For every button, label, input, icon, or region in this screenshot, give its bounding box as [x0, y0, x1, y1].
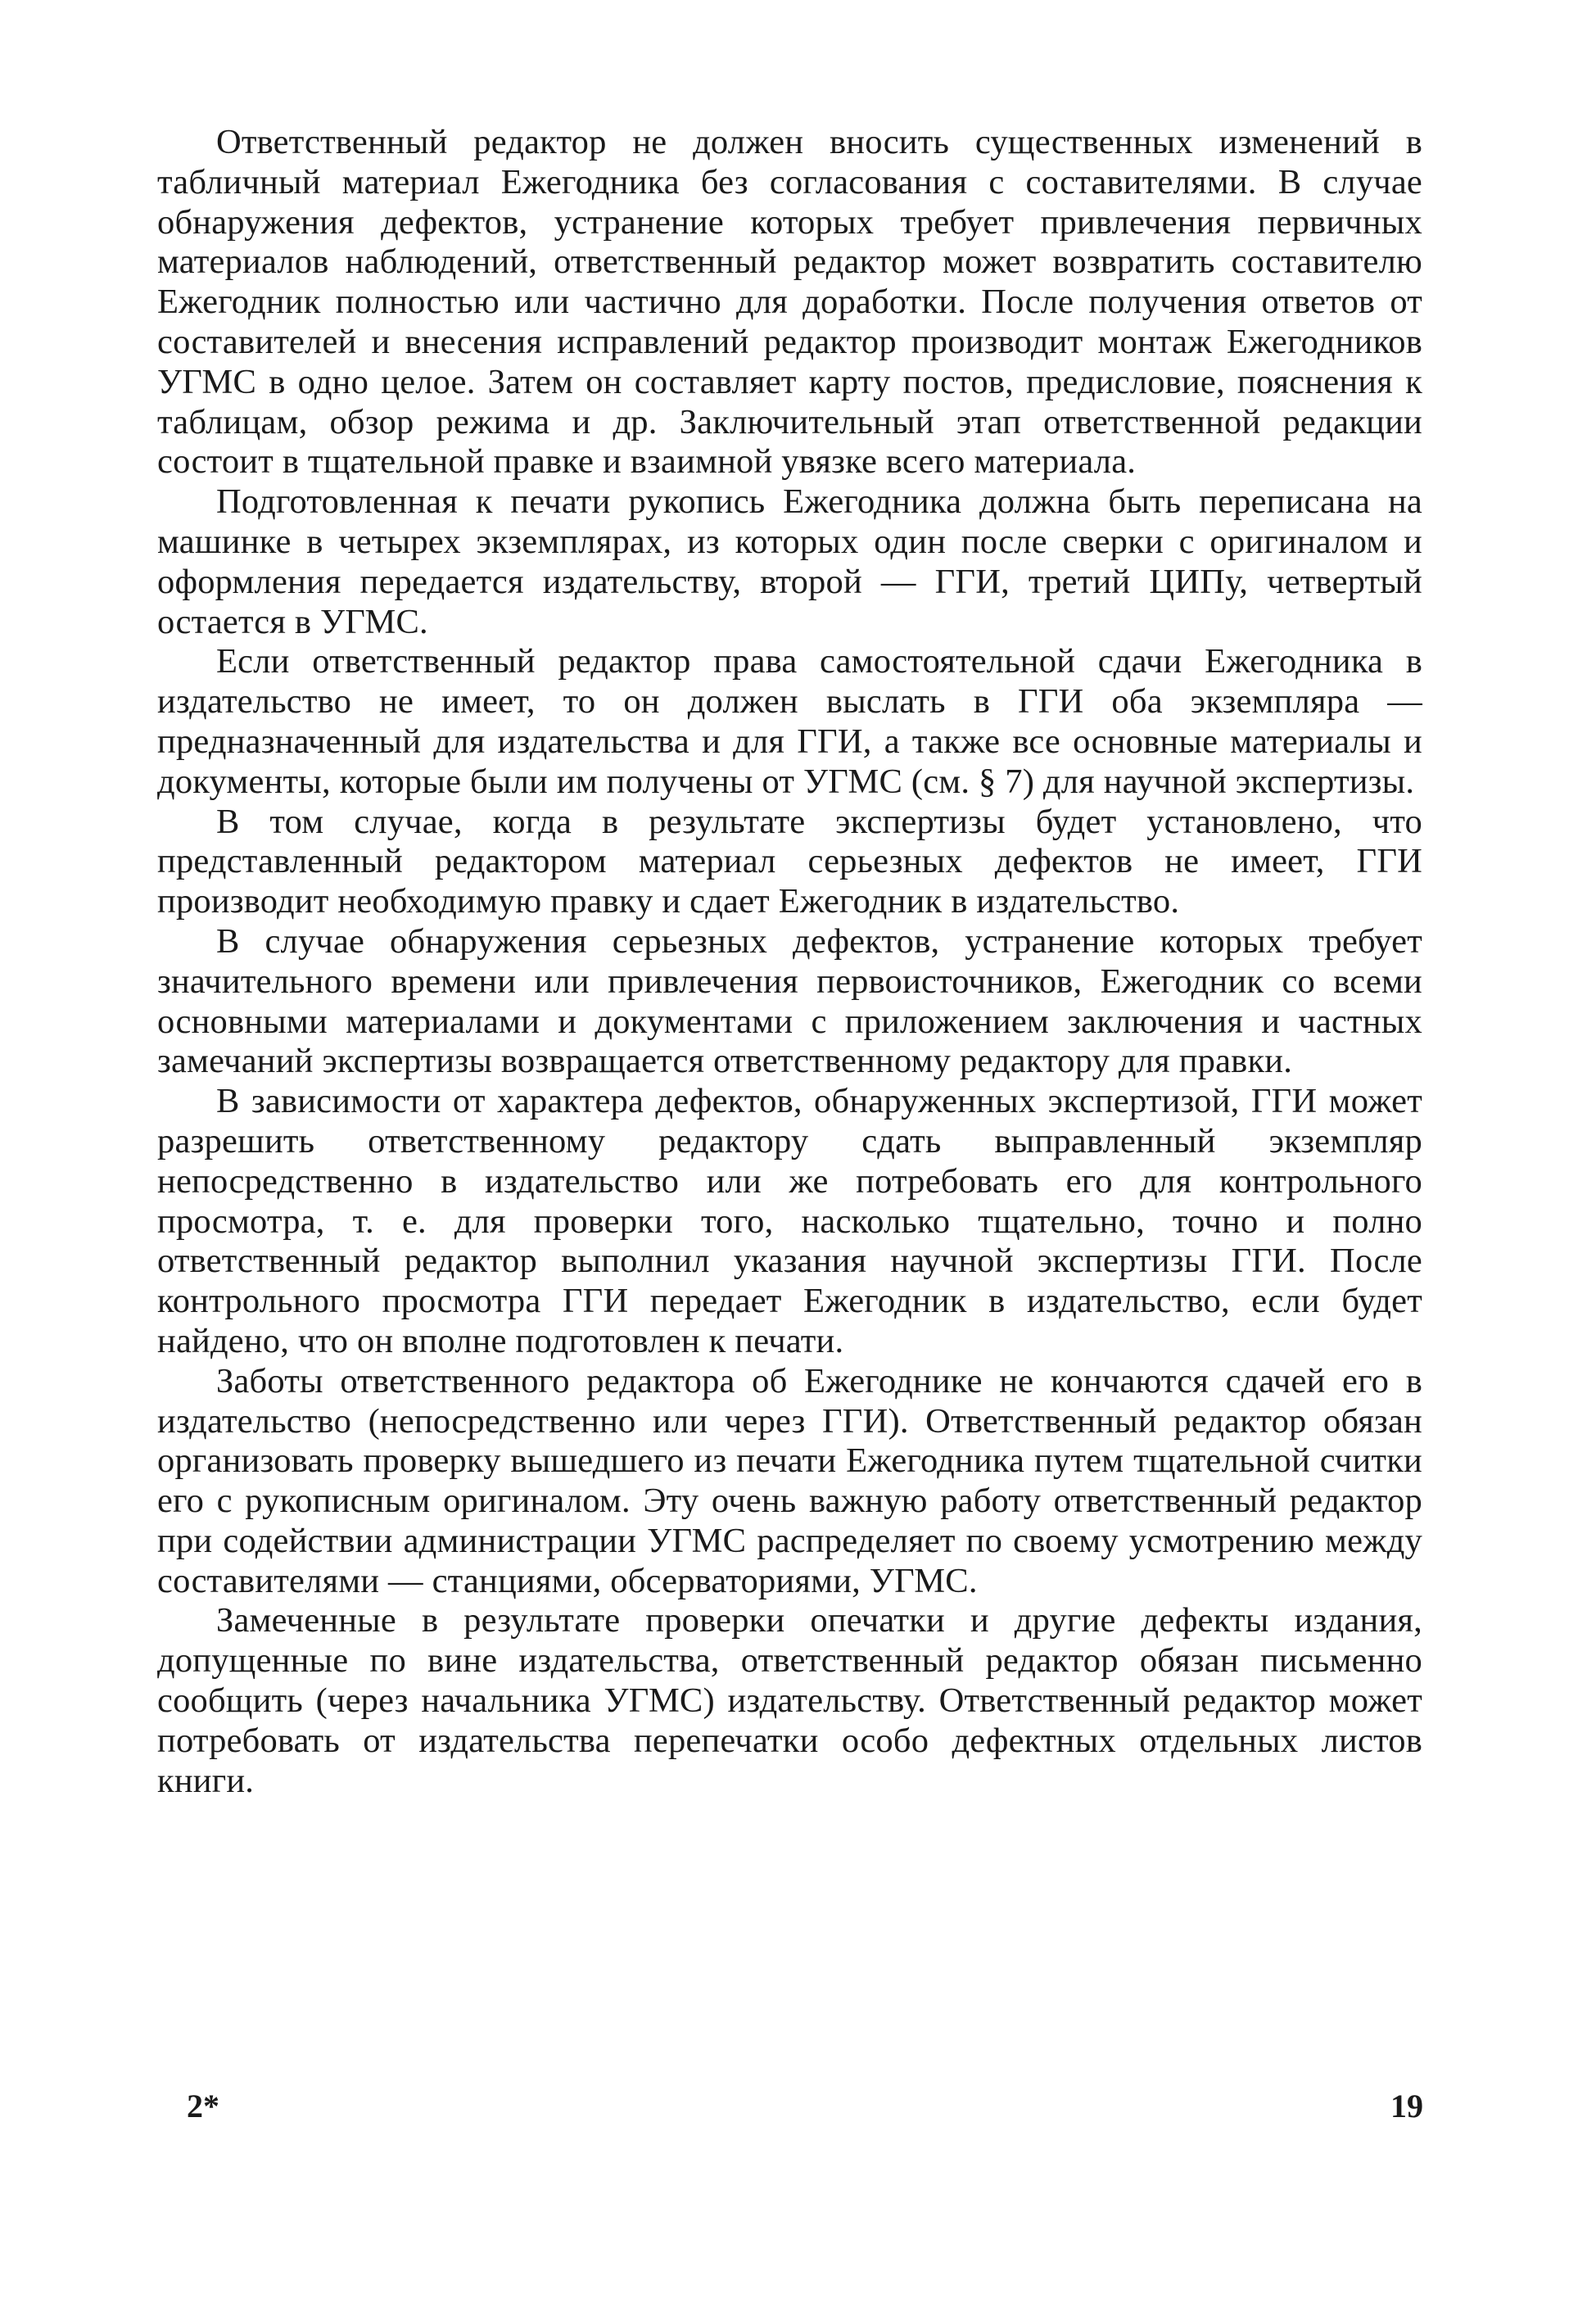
paragraph-8: Замеченные в результате проверки опечатки и другие дефекты издания, допущенные по вине издательства, ответственный редактор обязан письменно сообщить (через начальника УГМС) издательству. Ответственный редактор может потребовать от издательства перепечатки особо дефектных отдельных листов книги. — [157, 1601, 1422, 1800]
paragraph-3: Если ответственный редактор права самостоятельной сдачи Ежегодника в издательство не имеет, то он должен выслать в ГГИ оба экземпляра — предназначенный для издательства и для ГГИ, а также все основные материалы и документы, которые были им получены от УГМС (см. § 7) для научной экспертизы. — [157, 642, 1422, 801]
printer-signature-mark: 2* — [187, 2088, 219, 2124]
paragraph-5: В случае обнаружения серьезных дефектов, устранение которых требует значительного времени или привлечения первоисточников, Ежегодник со всеми основными материалами и документами с приложением заключения и частных замечаний экспертизы возвращается ответственному редактору для правки. — [157, 921, 1422, 1081]
paragraph-1: Ответственный редактор не должен вносить существенных изменений в табличный материал Ежегодника без согласования с составителями. В случае обнаружения дефектов, устранение которых требует привлечения первичных материалов наблюдений, ответственный редактор может возвратить составителю Ежегодник полностью или частично для доработки. После получения ответов от составителей и внесения исправлений редактор производит монтаж Ежегодников УГМС в одно целое. Затем он составляет карту постов, предисловие, пояснения к таблицам, обзор режима и др. Заключительный этап ответственной редакции состоит в тщательной правке и взаимной увязке всего материала. — [157, 123, 1422, 482]
paragraph-6: В зависимости от характера дефектов, обнаруженных экспертизой, ГГИ может разрешить ответственному редактору сдать выправленный экземпляр непосредственно в издательство или же потребовать его для контрольного просмотра, т. е. для проверки того, насколько тщательно, точно и полно ответственный редактор выполнил указания научной экспертизы ГГИ. После контрольного просмотра ГГИ передает Ежегодник в издательство, если будет найдено, что он вполне подготовлен к печати. — [157, 1082, 1422, 1360]
page-number: 19 — [1390, 2088, 1423, 2124]
paragraph-7: Заботы ответственного редактора об Ежегоднике не кончаются сдачей его в издательство (непосредственно или через ГГИ). Ответственный редактор обязан организовать проверку вышедшего из печати Ежегодника путем тщательной считки его с рукописным оригиналом. Эту очень важную работу ответственный редактор при содействии администрации УГМС распределяет по своему усмотрению между составителями — станциями, обсерваториями, УГМС. — [157, 1361, 1422, 1600]
page-footer — [187, 2087, 1423, 2136]
page-body — [157, 123, 1422, 1801]
paragraph-4: В том случае, когда в результате экспертизы будет установлено, что представленный редактором материал серьезных дефектов не имеет, ГГИ производит необходимую правку и сдает Ежегодник в издательство. — [157, 802, 1422, 921]
paragraph-2: Подготовленная к печати рукопись Ежегодника должна быть переписана на машинке в четырех экземплярах, из которых один после сверки с оригиналом и оформления передается издательству, второй — ГГИ, третий ЦИПу, четвертый остается в УГМС. — [157, 482, 1422, 641]
